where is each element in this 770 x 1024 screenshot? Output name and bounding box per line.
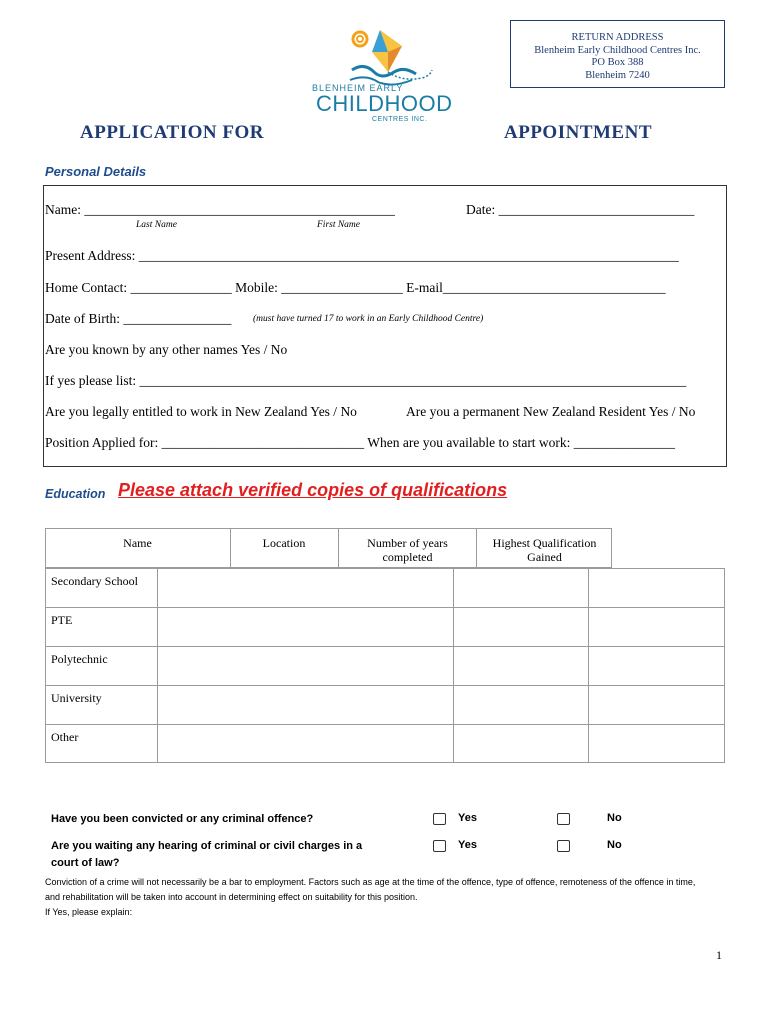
header-name: Name	[123, 536, 152, 550]
conviction-yes-checkbox[interactable]	[433, 813, 446, 825]
conviction-no-checkbox[interactable]	[557, 813, 570, 825]
qualifications-notice: Please attach verified copies of qualifications	[118, 480, 508, 500]
page-number: 1	[716, 948, 722, 962]
name-field[interactable]: Name: ______________________________________________	[45, 202, 395, 217]
row-secondary-school: Secondary School	[51, 574, 138, 588]
position-field[interactable]: Position Applied for: ______________________________ When are you available to start work: _______________	[45, 435, 676, 450]
hearing-no-label: No	[607, 839, 622, 851]
table-divider	[157, 568, 158, 763]
other-names-list-field[interactable]: If yes please list: _________________________________________________________________________________	[45, 373, 687, 388]
header-qualification: Highest Qualification Gained	[492, 536, 597, 564]
table-divider	[476, 528, 477, 568]
row-other: Other	[51, 730, 79, 744]
hearing-yes-checkbox[interactable]	[433, 840, 446, 852]
contact-fields[interactable]: Home Contact: _______________ Mobile: __________________ E-mail_________________________________	[45, 280, 666, 295]
table-divider	[453, 568, 454, 763]
table-row-line	[45, 607, 725, 608]
return-address-line: Blenheim Early Childhood Centres Inc.	[534, 44, 701, 56]
present-address-field[interactable]: Present Address: ________________________________________________________________________________	[45, 248, 679, 263]
title-left: APPLICATION FOR	[80, 122, 264, 143]
row-polytechnic: Polytechnic	[51, 652, 108, 666]
table-row-line	[45, 724, 725, 725]
return-address-line: PO Box 388	[591, 57, 644, 68]
logo-line-3: CENTRES INC.	[372, 116, 428, 123]
header-location: Location	[262, 536, 306, 550]
hearing-no-checkbox[interactable]	[557, 840, 570, 852]
logo-line-2: CHILDHOOD	[316, 91, 453, 116]
table-row-line	[45, 646, 725, 647]
return-address-heading: RETURN ADDRESS	[571, 32, 664, 43]
table-body	[45, 568, 725, 763]
logo-line-1: BLENHEIM EARLY	[312, 83, 404, 93]
row-pte: PTE	[51, 613, 73, 627]
work-entitlement-question[interactable]: Are you legally entitled to work in New Zealand Yes / No	[45, 404, 357, 419]
table-divider	[338, 528, 339, 568]
conviction-note-line-2: and rehabilitation will be taken into account in determining effect on suitability for this position.	[45, 892, 418, 902]
return-address-box	[510, 20, 725, 88]
organisation-logo	[312, 26, 453, 128]
last-name-caption: Last Name	[136, 220, 177, 230]
header-years: Number of years completed	[367, 536, 448, 564]
title-right: APPOINTMENT	[504, 122, 652, 143]
education-heading: Education	[45, 487, 106, 501]
date-of-birth-field[interactable]: Date of Birth: ________________	[45, 311, 232, 326]
table-divider	[588, 568, 589, 763]
explain-prompt: If Yes, please explain:	[45, 907, 133, 917]
row-university: University	[51, 691, 102, 705]
conviction-no-label: No	[607, 812, 622, 824]
personal-details-heading: Personal Details	[45, 164, 147, 179]
date-of-birth-note: (must have turned 17 to work in an Early Childhood Centre)	[253, 314, 484, 324]
hearing-yes-label: Yes	[458, 839, 477, 851]
first-name-caption: First Name	[317, 220, 361, 230]
hearing-question: Are you waiting any hearing of criminal or civil charges in a court of law?	[51, 840, 363, 869]
table-row-line	[45, 685, 725, 686]
resident-question[interactable]: Are you a permanent New Zealand Resident Yes / No	[406, 404, 696, 419]
conviction-question: Have you been convicted or any criminal offence?	[51, 813, 314, 825]
conviction-note-line-1: Conviction of a crime will not necessarily be a bar to employment. Factors such as age at the time of the offence, type of offence, remoteness of the offence in time,	[45, 877, 696, 887]
return-address-line: Blenheim 7240	[585, 69, 650, 81]
other-names-question[interactable]: Are you known by any other names Yes / No	[45, 342, 288, 357]
date-field[interactable]: Date: _____________________________	[466, 202, 695, 217]
conviction-yes-label: Yes	[458, 812, 477, 824]
